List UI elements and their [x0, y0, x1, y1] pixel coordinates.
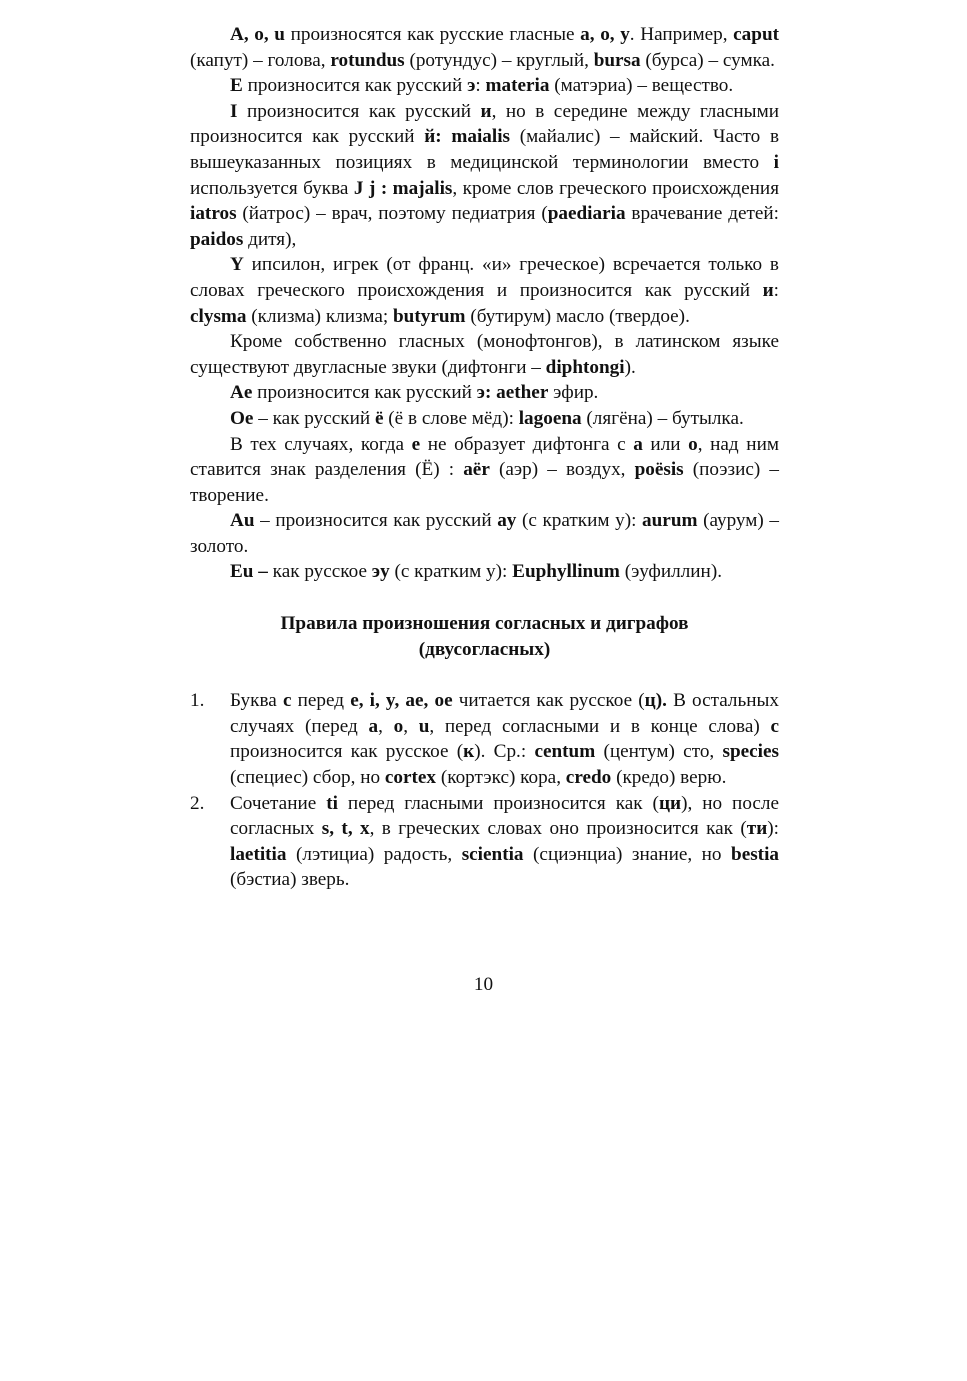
- text-run: ,: [403, 715, 419, 737]
- text-run: (кредо) верю.: [611, 767, 727, 789]
- text-run: (ротундус) – круглый,: [404, 49, 594, 71]
- text-run: читается как русское (: [452, 690, 645, 712]
- bold-term: cortex: [384, 767, 437, 789]
- text-run: используется буква: [190, 177, 354, 199]
- vowels-section: [190, 22, 779, 585]
- text-run: ипсилон, игрек (от франц. «и» греческое) всречается только в словах греческого происхождения и произносится как русский: [190, 254, 779, 301]
- text-run: (специес) сбор, но: [230, 767, 385, 789]
- text-run: врачевание детей:: [625, 203, 779, 225]
- page-text-block: [190, 22, 779, 893]
- section-heading-line-2: (двусогласных): [418, 638, 551, 660]
- text-run: или: [642, 433, 689, 455]
- bold-term: ти: [746, 818, 768, 840]
- paragraph: [190, 508, 779, 559]
- text-run: , перед согласными и в конце слова): [429, 715, 771, 737]
- bold-term: maialis: [451, 126, 511, 148]
- section-heading: [190, 611, 779, 662]
- list-item-number: 1.: [190, 690, 205, 712]
- bold-term: aër: [463, 459, 490, 481]
- paragraph: [190, 99, 779, 253]
- bold-term: и: [480, 100, 492, 122]
- bold-term: ци: [658, 792, 682, 814]
- bold-term: o: [688, 433, 698, 455]
- bold-term: centum: [534, 741, 596, 763]
- text-run: эфир.: [548, 382, 599, 404]
- bold-term: к: [463, 741, 475, 763]
- bold-term: э: aether: [476, 382, 549, 404]
- bold-term: а, о, у: [580, 24, 630, 45]
- text-run: (йатрос) – врач, поэтому педиатрия (: [236, 203, 548, 225]
- paragraph: [190, 22, 779, 73]
- bold-term: u: [418, 715, 430, 737]
- bold-term: ц).: [644, 690, 667, 712]
- bold-term: rotundus: [330, 49, 405, 71]
- bold-term: diphtongi: [545, 356, 625, 378]
- bold-term: clysma: [190, 305, 247, 327]
- text-run: ).: [624, 356, 636, 378]
- text-run: :: [475, 75, 486, 97]
- text-run: . Например,: [629, 24, 734, 45]
- text-run: Кроме собственно гласных (монофтонгов), в латинском языке существуют двугласные звуки (дифтонги –: [190, 331, 779, 378]
- text-run: не образует дифтонга с: [420, 433, 634, 455]
- text-run: перед гласными произносится как (: [337, 792, 659, 814]
- bold-term: Y: [230, 254, 244, 276]
- text-run: (аурум) – золото.: [190, 510, 779, 557]
- text-run: (эуфиллин).: [619, 561, 723, 583]
- bold-term: й:: [424, 126, 442, 148]
- paragraph: [190, 252, 779, 329]
- bold-term: э: [467, 75, 476, 97]
- bold-term: poësis: [634, 459, 684, 481]
- list-item-number: 2.: [190, 792, 205, 814]
- list-item-text: [230, 793, 779, 891]
- text-run: , над ним ставится знак разделения (Ё) :: [190, 433, 779, 481]
- paragraph: [190, 380, 779, 406]
- text-run: , но в середине между гласными произносится как русский: [190, 100, 779, 148]
- bold-term: scientia: [461, 843, 524, 865]
- bold-term: aurum: [642, 510, 698, 532]
- bold-term: и: [762, 279, 774, 301]
- bold-term: E: [230, 75, 243, 97]
- text-run: (с кратким у):: [516, 510, 643, 532]
- text-run: (лэтициа) радость,: [286, 843, 462, 865]
- list-item: [190, 688, 779, 790]
- text-run: как русское: [272, 561, 372, 583]
- bold-term: Ae: [230, 382, 253, 404]
- page-number: 10: [473, 974, 494, 995]
- text-run: [442, 126, 452, 147]
- text-run: , кроме слов греческого происхождения: [452, 177, 780, 199]
- text-run: (с кратким у):: [389, 561, 513, 583]
- bold-term: credo: [565, 767, 612, 789]
- paragraph: [190, 432, 779, 509]
- bold-term: a: [633, 433, 643, 455]
- bold-term: a: [368, 715, 379, 737]
- bold-term: butyrum: [393, 305, 466, 327]
- paragraph: [190, 329, 779, 380]
- bold-term: c: [770, 715, 780, 737]
- bold-term: bursa: [593, 49, 641, 71]
- text-run: :: [773, 279, 779, 301]
- bold-term: bestia: [731, 843, 779, 865]
- text-run: произносятся как русские гласные: [284, 24, 581, 45]
- text-run: (капут) – голова,: [190, 49, 331, 71]
- paragraph: [190, 406, 779, 432]
- text-run: (матэриа) – вещество.: [549, 75, 734, 97]
- bold-term: paediaria: [547, 203, 626, 225]
- text-run: дитя),: [243, 228, 297, 250]
- text-run: – как русский: [253, 407, 375, 429]
- text-run: Сочетание: [230, 792, 327, 814]
- bold-term: lagoena: [518, 407, 582, 429]
- text-run: (бэстиа) зверь.: [230, 869, 350, 891]
- text-run: , в греческих словах оно произносится как (: [369, 818, 747, 840]
- text-run: произносится как русское (: [230, 741, 464, 763]
- text-run: В остальных случаях (перед: [230, 690, 779, 737]
- bold-term: e, i, y, ae, oe: [350, 690, 453, 712]
- bold-term: species: [722, 741, 779, 763]
- bold-term: caput: [733, 24, 779, 45]
- text-run: ), но после согласных: [230, 792, 779, 840]
- text-run: (поэзис) – творение.: [190, 459, 779, 506]
- section-heading-line-1: Правила произношения согласных и диграфов: [280, 613, 689, 635]
- consonant-rules-list: [190, 688, 779, 893]
- bold-term: c: [282, 690, 292, 712]
- bold-term: эу: [371, 561, 390, 583]
- text-run: (лягёна) – бутылка.: [581, 407, 744, 429]
- text-run: произносится как русский: [237, 100, 481, 122]
- text-run: (сциэнциа) знание, но: [523, 843, 732, 865]
- list-item-text: [230, 690, 779, 788]
- text-run: перед: [291, 690, 351, 712]
- bold-term: Eu –: [230, 561, 273, 583]
- text-run: (ё в слове мёд):: [383, 407, 519, 429]
- bold-term: ti: [326, 792, 338, 814]
- text-run: (майалис) – майский. Часто в вышеуказанных позициях в медицинской терминологии вместо: [190, 126, 780, 173]
- paragraph: [190, 73, 779, 99]
- bold-term: A, o, u: [230, 24, 285, 45]
- text-run: (клизма) клизма;: [246, 305, 394, 327]
- bold-term: ay: [497, 510, 517, 532]
- bold-term: paidos: [190, 228, 244, 250]
- text-run: произносится как русский: [252, 382, 477, 404]
- text-run: (бурса) – сумка.: [640, 49, 775, 71]
- text-run: В тех случаях, когда: [230, 433, 412, 455]
- text-run: ):: [767, 818, 779, 840]
- bold-term: e: [411, 433, 421, 455]
- text-run: (кортэкс) кора,: [436, 767, 566, 789]
- text-run: Буква: [230, 690, 283, 712]
- bold-term: i: [773, 151, 779, 173]
- bold-term: o: [393, 715, 404, 737]
- text-run: ). Ср.:: [474, 741, 535, 763]
- text-run: (бутирум) масло (твердое).: [465, 305, 690, 327]
- list-item: [190, 791, 779, 893]
- text-run: (центум) сто,: [595, 741, 723, 763]
- text-run: ,: [378, 715, 394, 737]
- text-run: произносится как русский: [242, 75, 468, 97]
- bold-term: Au: [230, 510, 255, 532]
- bold-term: materia: [485, 75, 550, 97]
- text-run: (аэр) – воздух,: [489, 459, 635, 481]
- bold-term: ё: [374, 407, 384, 429]
- bold-term: Oe: [230, 407, 254, 429]
- bold-term: J j : majalis: [353, 177, 453, 199]
- bold-term: s, t, x: [321, 818, 370, 840]
- text-run: – произносится как русский: [254, 510, 498, 532]
- bold-term: laetitia: [230, 843, 287, 865]
- bold-term: iatros: [190, 203, 237, 225]
- bold-term: I: [230, 100, 238, 122]
- paragraph: [190, 559, 779, 585]
- bold-term: Euphyllinum: [512, 561, 620, 583]
